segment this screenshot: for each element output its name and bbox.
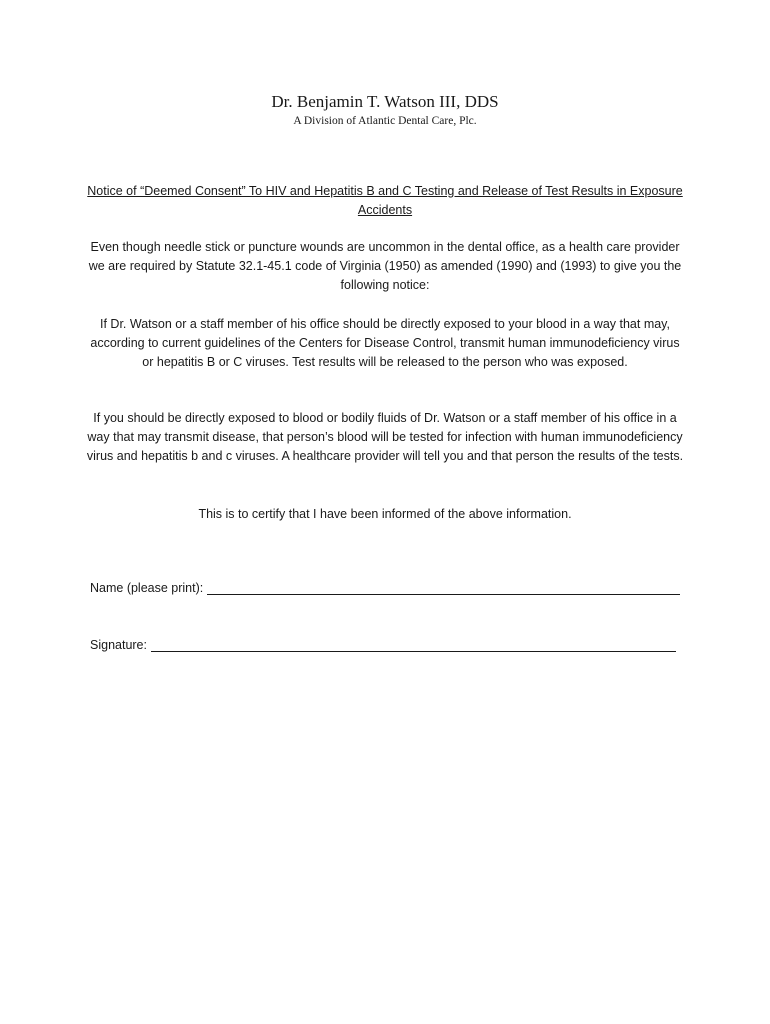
- practice-name: Dr. Benjamin T. Watson III, DDS: [271, 92, 499, 111]
- certification-statement: This is to certify that I have been informed of the above information.: [198, 507, 572, 521]
- name-field-row: [90, 580, 680, 597]
- name-label: Name (please print):: [90, 581, 204, 595]
- practice-division: A Division of Atlantic Dental Care, Plc.: [293, 115, 477, 127]
- signature-field-row: [90, 637, 676, 654]
- notice-paragraph-staff-exposure: If Dr. Watson or a staff member of his office should be directly exposed to your blood in a way that may, according to current guidelines of the Centers for Disease Control, transmit human immunodeficiency virus or hepatitis B or C viruses. Test results will be released to the person who was exposed.: [90, 317, 680, 369]
- signature-label: Signature:: [90, 638, 147, 652]
- name-field[interactable]: [207, 580, 680, 595]
- notice-paragraph-patient-exposure: If you should be directly exposed to blood or bodily fluids of Dr. Watson or a staff member of his office in a way that may transmit disease, that person’s blood will be tested for infection with human immunodeficiency virus and hepatitis b and c viruses. A healthcare provider will tell you and that person the results of the tests.: [86, 411, 684, 463]
- notice-paragraph-statute: Even though needle stick or puncture wounds are uncommon in the dental office, as a health care provider we are required by Statute 32.1-45.1 code of Virginia (1950) as amended (1990) and (1993) to give you the following notice:: [88, 240, 682, 292]
- signature-field[interactable]: [151, 637, 676, 652]
- notice-heading: Notice of “Deemed Consent” To HIV and Hepatitis B and C Testing and Release of Test Results in Exposure Accidents: [87, 184, 683, 217]
